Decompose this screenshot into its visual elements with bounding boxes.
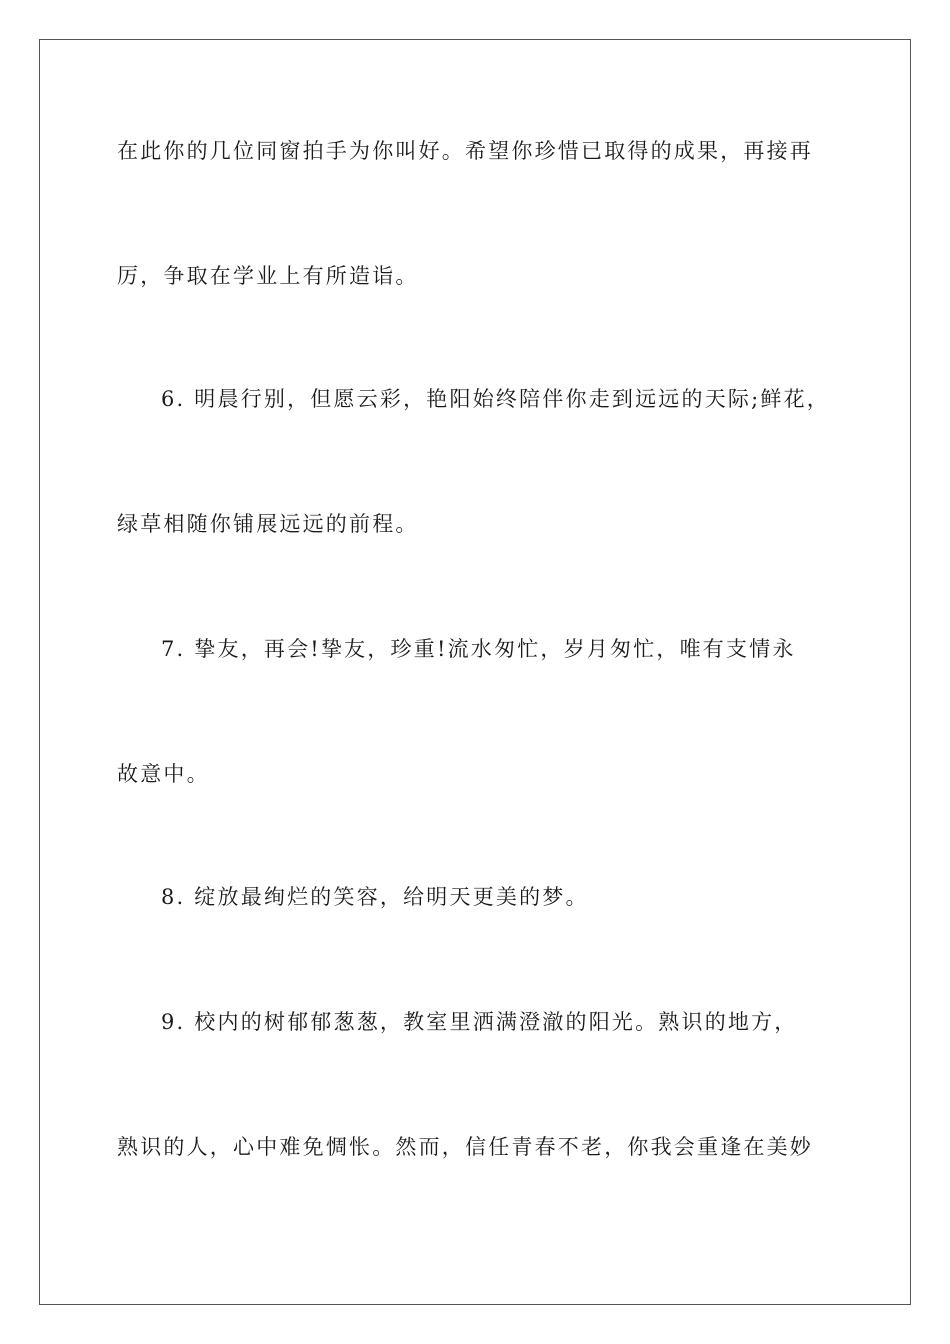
text-line-9: 熟识的人，心中难免惆怅。然而，信任青春不老，你我会重逢在美妙 — [117, 1135, 813, 1159]
page-border — [39, 39, 911, 1305]
text-line-6: 故意中。 — [117, 762, 210, 786]
text-line-3: 6. 明晨行别，但愿云彩，艳阳始终陪伴你走到远远的天际;鲜花， — [161, 387, 830, 411]
text-line-7: 8. 绽放最绚烂的笑容，给明天更美的梦。 — [161, 885, 589, 909]
text-line-8: 9. 校内的树郁郁葱葱，教室里洒满澄澈的阳光。熟识的地方， — [161, 1010, 798, 1034]
text-line-2: 厉，争取在学业上有所造诣。 — [117, 264, 419, 288]
text-line-4: 绿草相随你铺展远远的前程。 — [117, 512, 419, 536]
text-line-5: 7. 挚友，再会!挚友，珍重!流水匆忙，岁月匆忙，唯有支情永 — [161, 637, 796, 661]
text-line-1: 在此你的几位同窗拍手为你叫好。希望你珍惜已取得的成果，再接再 — [117, 139, 813, 163]
